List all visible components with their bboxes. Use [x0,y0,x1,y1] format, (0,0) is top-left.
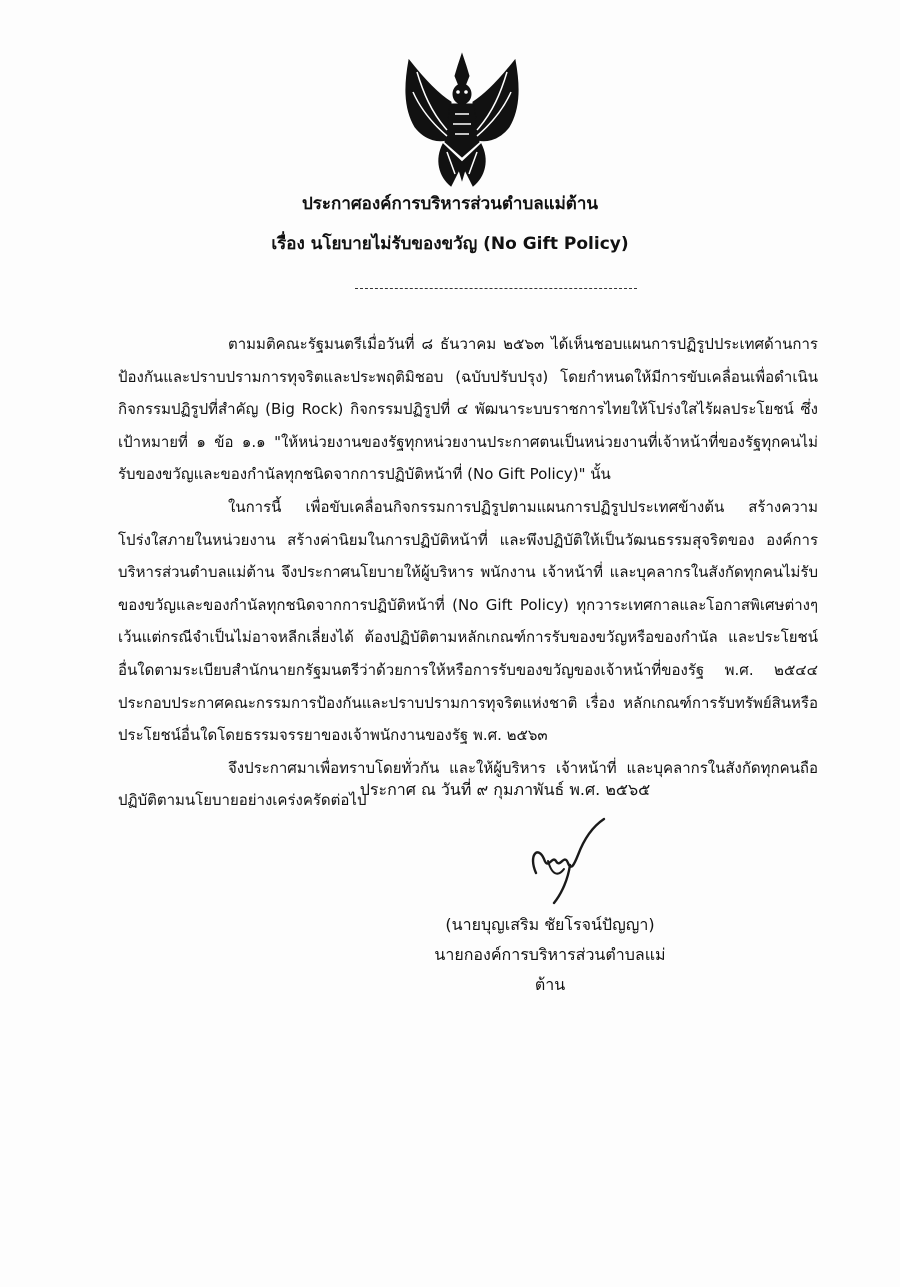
announcement-title: ประกาศองค์การบริหารส่วนตำบลแม่ต้าน [301,194,599,214]
announcement-subject: เรื่อง นโยบายไม่รับของขวัญ (No Gift Policy) [271,234,629,254]
body-paragraph-2: ในการนี้ เพื่อขับเคลื่อนกิจกรรมการปฏิรูปตามแผนการปฏิรูปประเทศข้างต้น สร้างความโปร่งใสภายในหน่วยงาน สร้างค่านิยมในการปฏิบัติหน้าที่ และพึงปฏิบัติให้เป็นวัฒนธรรมสุจริตของ องค์การบริหารส่วนตำบลแม่ต้าน จึงประกาศนโยบายให้ผู้บริหาร พนักงาน เจ้าหน้าที่ และบุคลากรในสังกัดทุกคนไม่รับของขวัญและของกำนัลทุกชนิดจากการปฏิบัติหน้าที่ (No Gift Policy) ทุกวาระเทศกาลและโอกาสพิเศษต่างๆ เว้นแต่กรณีจำเป็นไม่อาจหลีกเลี่ยงได้ ต้องปฏิบัติตามหลักเกณฑ์การรับของขวัญหรือของกำนัล และประโยชน์อื่นใดตามระเบียบสำนักนายกรัฐมนตรีว่าด้วยการให้หรือการรับของขวัญของเจ้าหน้าที่ของรัฐ พ.ศ. ๒๕๔๔ ประกอบประกาศคณะกรรมการป้องกันและปราบปรามการทุจริตแห่งชาติ เรื่อง หลักเกณฑ์การรับทรัพย์สินหรือประโยชน์อื่นใดโดยธรรมจรรยาของเจ้าพนักงานของรัฐ พ.ศ. ๒๕๖๓ [118,497,818,745]
title-separator [355,288,637,289]
garuda-emblem-icon [395,52,530,192]
signer-block [420,910,680,1000]
body-paragraph-1: ตามมติคณะรัฐมนตรีเมื่อวันที่ ๘ ธันวาคม ๒๕๖๓ ได้เห็นชอบแผนการปฏิรูปประเทศด้านการป้องกันและปราบปรามการทุจริตและประพฤติมิชอบ (ฉบับปรับปรุง) โดยกำหนดให้มีการขับเคลื่อนเพื่อดำเนินกิจกรรมปฏิรูปที่สำคัญ (Big Rock) กิจกรรมปฏิรูปที่ ๔ พัฒนาระบบราชการไทยให้โปร่งใสไร้ผลประโยชน์ ซึ่งเป้าหมายที่ ๑ ข้อ ๑.๑ "ให้หน่วยงานของรัฐทุกหน่วยงานประกาศตนเป็นหน่วยงานที่เจ้าหน้าที่ของรัฐทุกคนไม่รับของขวัญและของกำนัลทุกชนิดจากการปฏิบัติหน้าที่ (No Gift Policy)" นั้น [118,335,818,484]
announcement-body [118,328,818,817]
body-paragraph-3: จึงประกาศมาเพื่อทราบโดยทั่วกัน และให้ผู้บริหาร เจ้าหน้าที่ และบุคลากรในสังกัดทุกคนถือปฏิบัติตามนโยบายอย่างเคร่งครัดต่อไป [118,758,818,810]
signer-position: นายกองค์การบริหารส่วนตำบลแม่ต้าน [434,945,666,994]
announcement-date: ประกาศ ณ วันที่ ๙ กุมภาพันธ์ พ.ศ. ๒๕๖๕ [359,780,651,799]
handwritten-signature-icon [508,815,613,905]
signer-name: (นายบุญเสริม ชัยโรจน์ปัญญา) [445,915,655,934]
